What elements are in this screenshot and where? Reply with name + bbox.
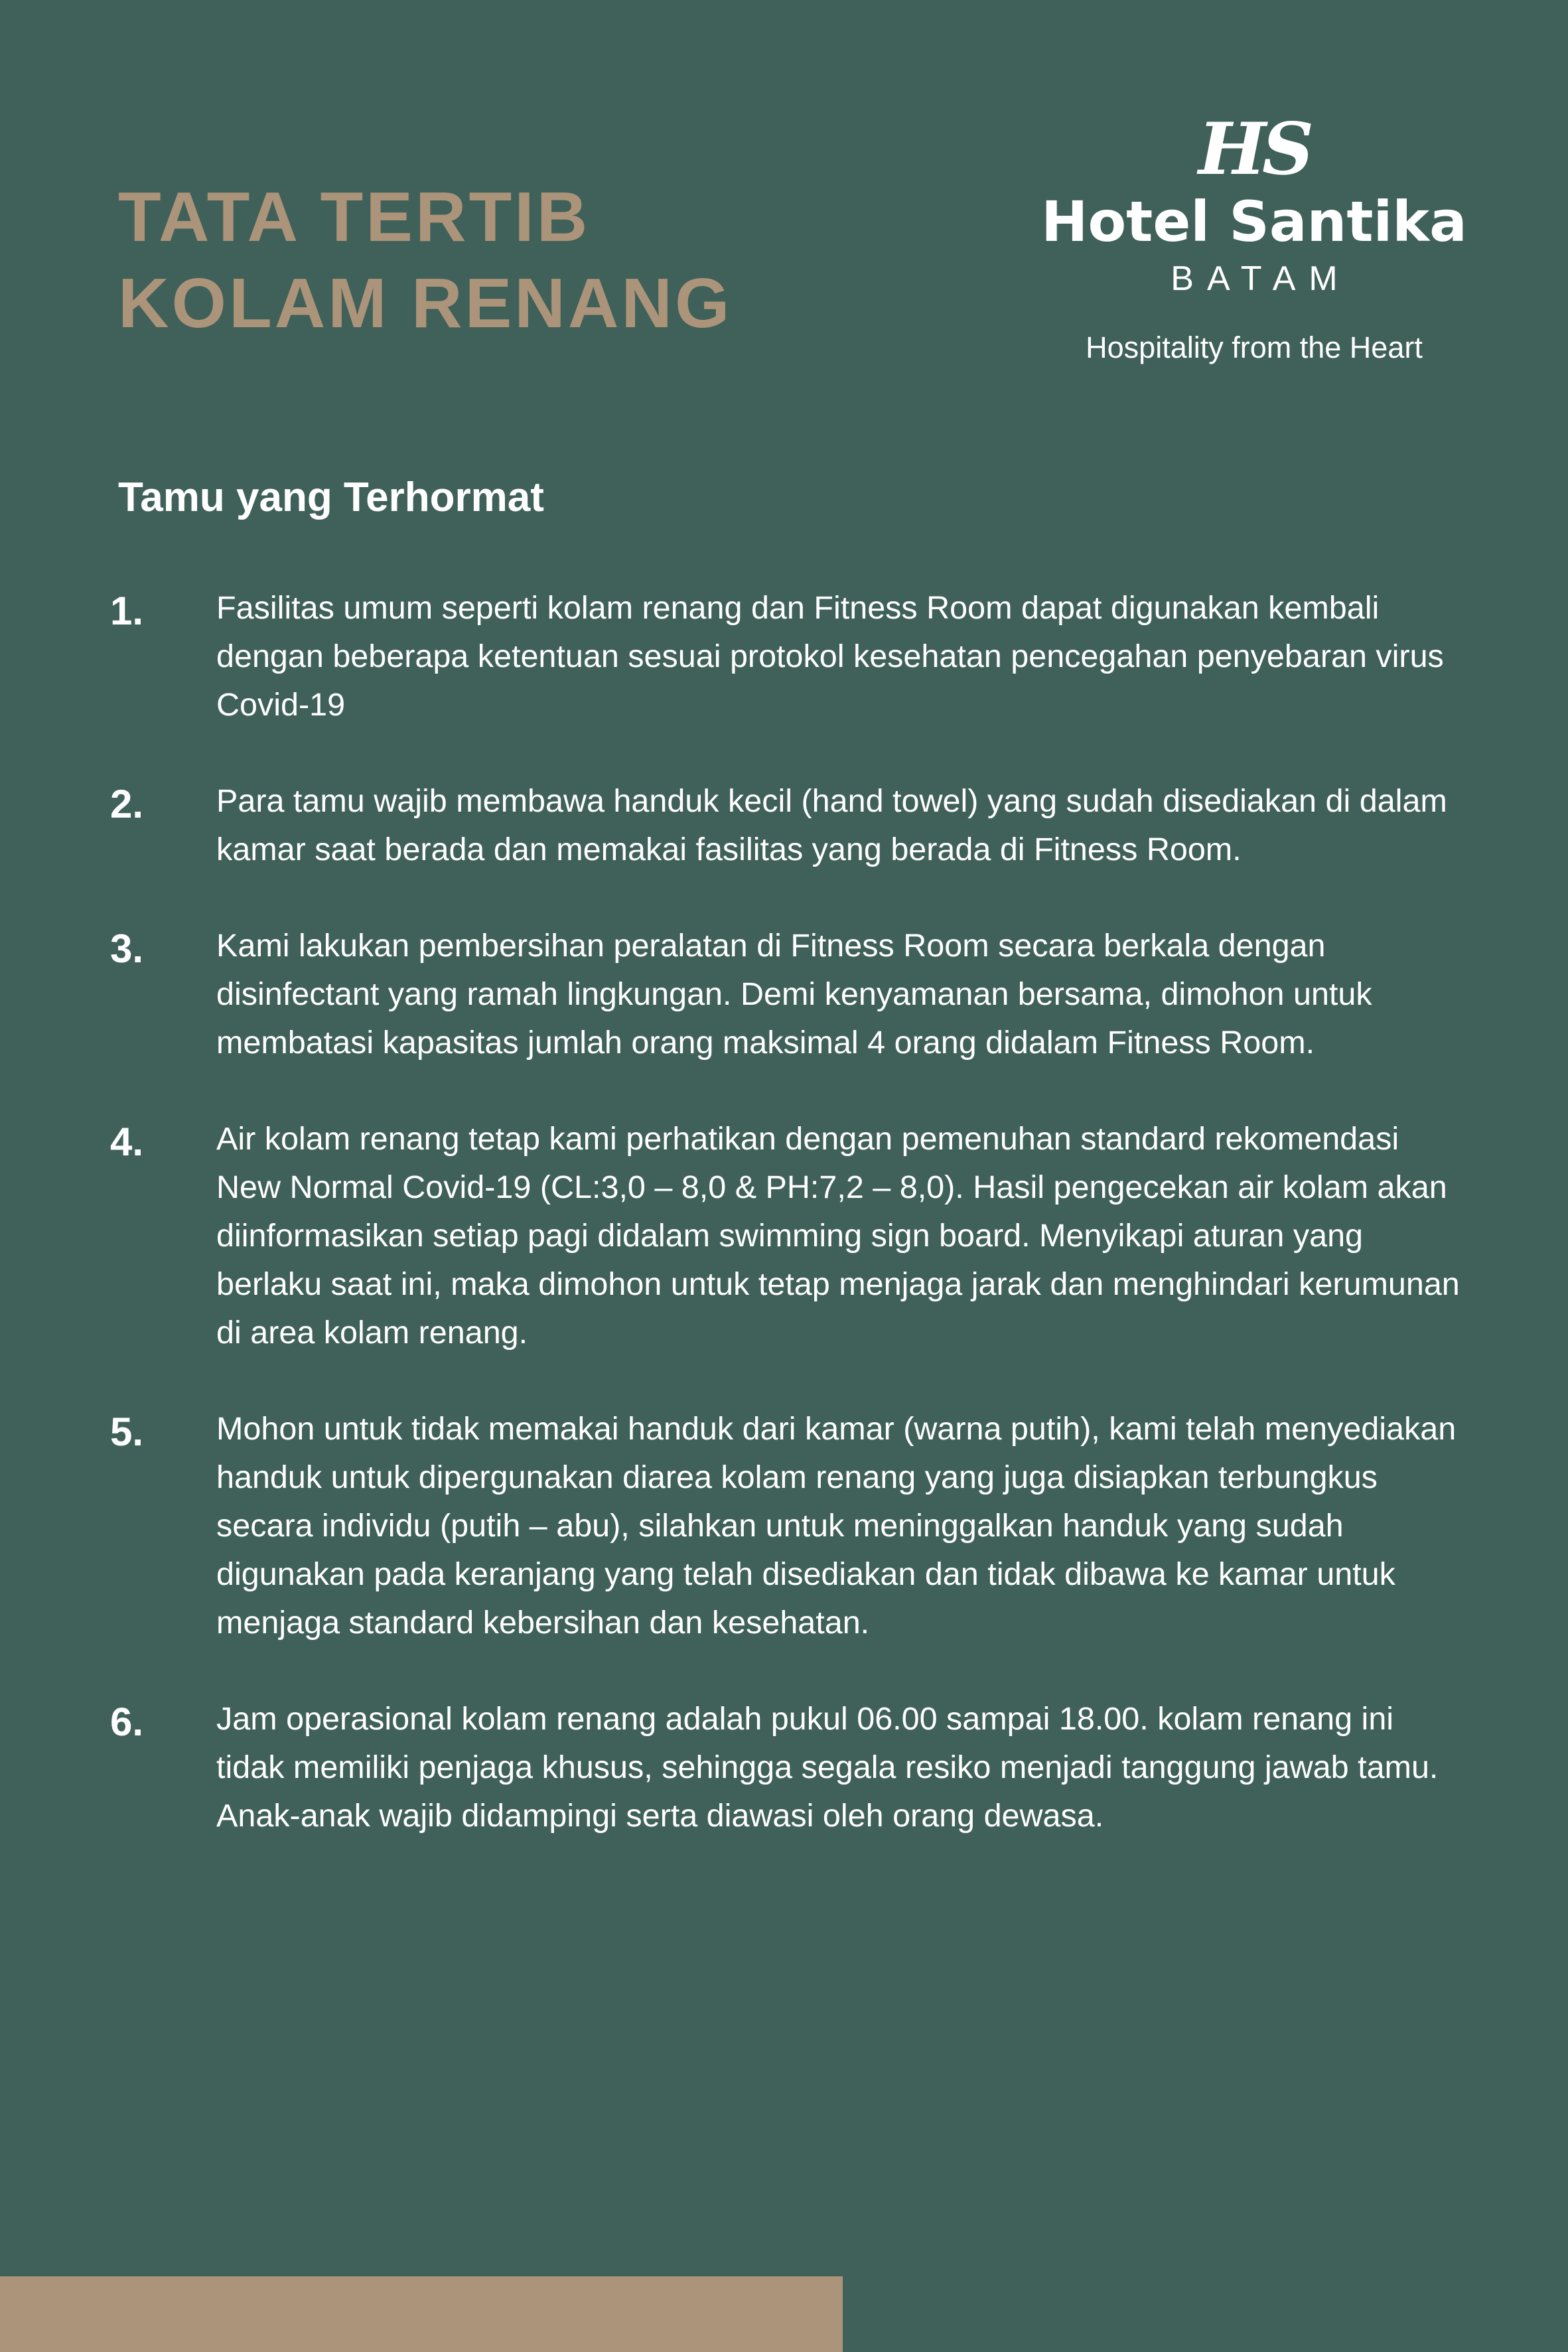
hotel-name: Hotel Santika [1041,189,1467,254]
page-title-line-1: TATA TERTIB [118,178,591,256]
rule-text: Fasilitas umum seperti kolam renang dan Fitness Room dapat digunakan kembali dengan beberapa ketentuan sesuai protokol kesehatan pencegahan penyebaran virus Covid-19 [216,590,1444,723]
hotel-monogram-logo: HS [1198,108,1311,191]
rule-number: 3. [110,926,144,971]
rules-list [110,584,1464,1888]
rule-number: 6. [110,1700,144,1744]
rule-number: 1. [110,589,144,633]
rule-text: Jam operasional kolam renang adalah pukul 06.00 sampai 18.00. kolam renang ini tidak memiliki penjaga khusus, sehingga segala resiko menjadi tanggung jawab tamu. Anak-anak wajib didampingi serta diawasi oleh orang dewasa. [216,1701,1439,1834]
page-title [118,174,732,346]
rule-item [110,584,1464,729]
rule-item [110,777,1464,874]
rule-item [110,1695,1464,1840]
rule-number: 4. [110,1120,144,1164]
greeting: Tamu yang Terhormat [118,475,544,520]
hotel-city: BATAM [1171,259,1351,298]
rule-number: 5. [110,1410,144,1454]
rule-item [110,1115,1464,1357]
rule-item [110,922,1464,1067]
rule-text: Air kolam renang tetap kami perhatikan dengan pemenuhan standard rekomendasi New Normal Covid-19 (CL:3,0 – 8,0 & PH:7,2 – 8,0). Hasil pengecekan air kolam akan diinformasikan setiap pagi didalam swimming sign board. Menyikapi aturan yang berlaku saat ini, maka dimohon untuk tetap menjaga jarak dan menghindari kerumunan di area kolam renang. [216,1121,1460,1351]
hotel-tagline: Hospitality from the Heart [1086,331,1423,364]
decorative-bottom-bar [0,2276,843,2352]
rule-text: Kami lakukan pembersihan peralatan di Fitness Room secara berkala dengan disinfectant yang ramah lingkungan. Demi kenyamanan bersama, dimohon untuk membatasi kapasitas jumlah orang maksimal 4 orang didalam Fitness Room. [216,928,1372,1061]
rule-text: Mohon untuk tidak memakai handuk dari kamar (warna putih), kami telah menyediakan handuk untuk dipergunakan diarea kolam renang yang juga disiapkan terbungkus secara individu (putih – abu), silahkan untuk meninggalkan handuk yang sudah digunakan pada keranjang yang telah disediakan dan tidak dibawa ke kamar untuk menjaga standard kebersihan dan kesehatan. [216,1411,1457,1641]
page-title-line-2: KOLAM RENANG [118,264,733,342]
rule-text: Para tamu wajib membawa handuk kecil (hand towel) yang sudah disediakan di dalam kamar saat berada dan memakai fasilitas yang berada di Fitness Room. [216,783,1447,867]
hotel-logo [1022,108,1486,368]
rule-number: 2. [110,782,144,826]
rule-item [110,1405,1464,1647]
